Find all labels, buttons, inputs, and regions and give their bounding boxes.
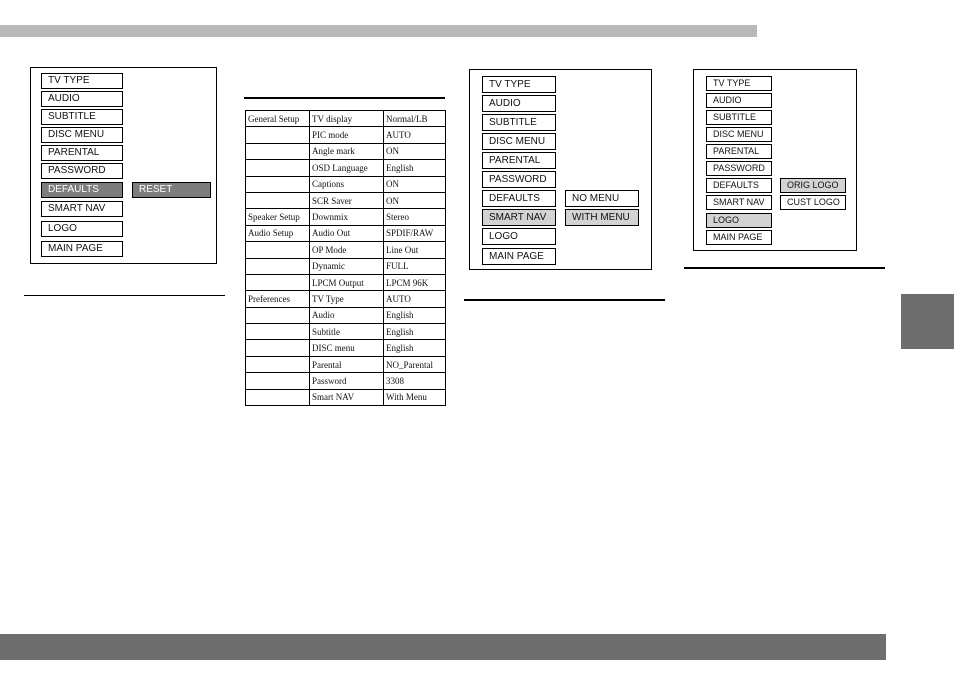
- top-header-bar: [0, 25, 757, 37]
- table-cell-value: AUTO: [384, 291, 446, 307]
- menu-item-parental[interactable]: PARENTAL: [482, 152, 556, 169]
- menu-item-tv-type[interactable]: TV TYPE: [706, 76, 772, 91]
- menu-item-subtitle[interactable]: SUBTITLE: [41, 109, 123, 125]
- table-cell-value: English: [384, 307, 446, 323]
- table-cell-category: [246, 324, 310, 340]
- table-cell-value: Stereo: [384, 209, 446, 225]
- table-row: [246, 127, 446, 143]
- menu-item-defaults[interactable]: DEFAULTS: [41, 182, 123, 198]
- table-cell-value: SPDIF/RAW: [384, 225, 446, 241]
- table-cell-value: LPCM 96K: [384, 274, 446, 290]
- table-row: [246, 111, 446, 127]
- table-row: [246, 209, 446, 225]
- menu-item-smart-nav[interactable]: SMART NAV: [41, 201, 123, 217]
- menu-item-audio[interactable]: AUDIO: [41, 91, 123, 107]
- table-cell-setting: Audio Out: [310, 225, 384, 241]
- table-cell-category: Preferences: [246, 291, 310, 307]
- table-cell-value: English: [384, 340, 446, 356]
- table-row: [246, 356, 446, 372]
- table-cell-value: ON: [384, 192, 446, 208]
- menu-item-defaults[interactable]: DEFAULTS: [482, 190, 556, 207]
- smart-nav-menu-screen: [469, 69, 652, 270]
- table-cell-category: [246, 143, 310, 159]
- menu-item-parental[interactable]: PARENTAL: [41, 145, 123, 161]
- settings-table: [245, 110, 446, 406]
- table-cell-category: Speaker Setup: [246, 209, 310, 225]
- bottom-footer-bar: [0, 634, 886, 660]
- table-row: [246, 274, 446, 290]
- submenu-option-no-menu[interactable]: NO MENU: [565, 190, 639, 207]
- table-row: [246, 389, 446, 405]
- table-row: [246, 324, 446, 340]
- menu-item-logo[interactable]: LOGO: [41, 221, 123, 237]
- table-cell-setting: DISC menu: [310, 340, 384, 356]
- table-cell-setting: Parental: [310, 356, 384, 372]
- table-row: [246, 143, 446, 159]
- menu-item-logo[interactable]: LOGO: [706, 213, 772, 228]
- table-row: [246, 258, 446, 274]
- table-cell-category: [246, 242, 310, 258]
- table-cell-category: [246, 274, 310, 290]
- menu-item-audio[interactable]: AUDIO: [482, 95, 556, 112]
- menu-item-main-page[interactable]: MAIN PAGE: [482, 248, 556, 265]
- menu-item-tv-type[interactable]: TV TYPE: [41, 73, 123, 89]
- table-cell-setting: Password: [310, 373, 384, 389]
- menu-item-password[interactable]: PASSWORD: [41, 163, 123, 179]
- table-row: [246, 225, 446, 241]
- table-top-rule: [244, 97, 445, 99]
- table-cell-setting: Captions: [310, 176, 384, 192]
- submenu-option-with-menu[interactable]: WITH MENU: [565, 209, 639, 226]
- table-cell-category: [246, 389, 310, 405]
- submenu-option-orig-logo[interactable]: ORIG LOGO: [780, 178, 846, 193]
- table-cell-category: [246, 356, 310, 372]
- table-row: [246, 160, 446, 176]
- table-cell-setting: Downmix: [310, 209, 384, 225]
- table-cell-setting: Audio: [310, 307, 384, 323]
- table-cell-setting: PIC mode: [310, 127, 384, 143]
- table-cell-category: [246, 127, 310, 143]
- submenu-option-reset[interactable]: RESET: [132, 182, 211, 198]
- table-cell-setting: Angle mark: [310, 143, 384, 159]
- menu-item-disc-menu[interactable]: DISC MENU: [706, 127, 772, 142]
- side-section-tab: [901, 294, 954, 349]
- table-cell-value: With Menu: [384, 389, 446, 405]
- table-cell-setting: SCR Saver: [310, 192, 384, 208]
- menu-item-password[interactable]: PASSWORD: [482, 171, 556, 188]
- table-cell-value: ON: [384, 143, 446, 159]
- table-cell-setting: Smart NAV: [310, 389, 384, 405]
- table-row: [246, 373, 446, 389]
- defaults-menu-screen: [30, 67, 217, 264]
- table-cell-category: [246, 258, 310, 274]
- menu-item-audio[interactable]: AUDIO: [706, 93, 772, 108]
- table-cell-category: [246, 160, 310, 176]
- table-cell-category: Audio Setup: [246, 225, 310, 241]
- table-cell-category: General Setup: [246, 111, 310, 127]
- table-cell-category: [246, 307, 310, 323]
- table-row: [246, 242, 446, 258]
- logo-menu-screen: [693, 69, 857, 251]
- menu-item-main-page[interactable]: MAIN PAGE: [706, 230, 772, 245]
- menu-item-smart-nav[interactable]: SMART NAV: [482, 209, 556, 226]
- table-cell-setting: OSD Language: [310, 160, 384, 176]
- table-cell-setting: TV display: [310, 111, 384, 127]
- menu-item-subtitle[interactable]: SUBTITLE: [482, 114, 556, 131]
- table-cell-value: 3308: [384, 373, 446, 389]
- table-cell-value: Line Out: [384, 242, 446, 258]
- menu-item-tv-type[interactable]: TV TYPE: [482, 76, 556, 93]
- table-row: [246, 176, 446, 192]
- table-cell-value: FULL: [384, 258, 446, 274]
- menu-item-subtitle[interactable]: SUBTITLE: [706, 110, 772, 125]
- table-row: [246, 291, 446, 307]
- menu-item-main-page[interactable]: MAIN PAGE: [41, 241, 123, 257]
- table-cell-value: English: [384, 160, 446, 176]
- table-cell-value: English: [384, 324, 446, 340]
- caption-rule: [684, 267, 885, 269]
- table-cell-setting: OP Mode: [310, 242, 384, 258]
- table-row: [246, 192, 446, 208]
- table-cell-setting: Subtitle: [310, 324, 384, 340]
- menu-item-disc-menu[interactable]: DISC MENU: [41, 127, 123, 143]
- table-cell-setting: TV Type: [310, 291, 384, 307]
- menu-item-defaults[interactable]: DEFAULTS: [706, 178, 772, 193]
- table-cell-value: ON: [384, 176, 446, 192]
- table-cell-setting: Dynamic: [310, 258, 384, 274]
- table-cell-category: [246, 373, 310, 389]
- table-cell-value: NO_Parental: [384, 356, 446, 372]
- table-cell-value: AUTO: [384, 127, 446, 143]
- submenu-option-cust-logo[interactable]: CUST LOGO: [780, 195, 846, 210]
- menu-item-smart-nav[interactable]: SMART NAV: [706, 195, 772, 210]
- caption-rule: [24, 295, 225, 296]
- menu-item-parental[interactable]: PARENTAL: [706, 144, 772, 159]
- table-cell-value: Normal/LB: [384, 111, 446, 127]
- menu-item-disc-menu[interactable]: DISC MENU: [482, 133, 556, 150]
- table-cell-category: [246, 192, 310, 208]
- table-row: [246, 307, 446, 323]
- table-cell-category: [246, 176, 310, 192]
- table-cell-setting: LPCM Output: [310, 274, 384, 290]
- table-row: [246, 340, 446, 356]
- table-cell-category: [246, 340, 310, 356]
- menu-item-logo[interactable]: LOGO: [482, 228, 556, 245]
- menu-item-password[interactable]: PASSWORD: [706, 161, 772, 176]
- caption-rule: [464, 299, 665, 301]
